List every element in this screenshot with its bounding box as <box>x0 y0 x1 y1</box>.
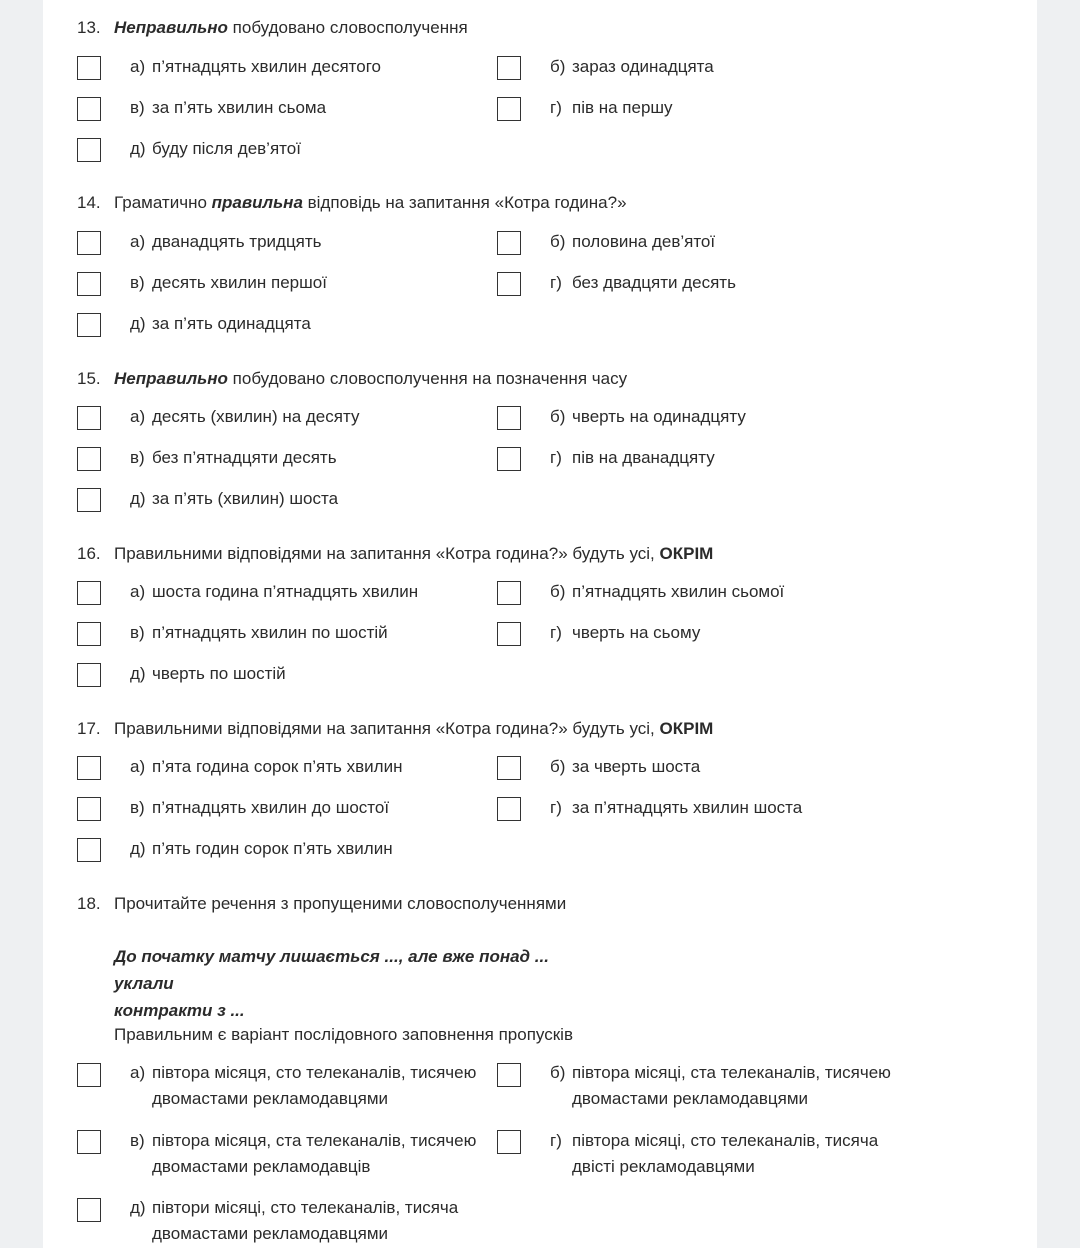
option-13e: д) буду після дев’ятої <box>130 139 301 158</box>
checkbox-16a[interactable] <box>77 581 101 605</box>
option-15d: г) пів на дванадцяту <box>550 448 715 467</box>
option-14e: д) за п’ять одинадцята <box>130 314 311 333</box>
option-16a: а) шоста година п’ятнадцять хвилин <box>130 582 419 601</box>
question-number: 17. <box>77 719 101 738</box>
option-15b: б) чверть на одинадцяту <box>550 407 746 426</box>
option-17d: г) за п’ятнадцять хвилин шоста <box>550 798 803 817</box>
question-16-title: 16. Правильними відповідями на запитання «Котра година?» будуть усі, ОКРІМ <box>77 544 714 563</box>
option-17a: а) п’ята година сорок п’ять хвилин <box>130 757 403 776</box>
question-number: 15. <box>77 369 101 388</box>
checkbox-14e[interactable] <box>77 313 101 337</box>
option-18a: а) півтора місяця, сто телеканалів, тисячею двомастами рекламодавцями <box>130 1063 477 1108</box>
question-number: 16. <box>77 544 101 563</box>
checkbox-17b[interactable] <box>497 756 521 780</box>
question-17-title: 17. Правильними відповідями на запитання «Котра година?» будуть усі, ОКРІМ <box>77 719 714 738</box>
checkbox-17c[interactable] <box>77 797 101 821</box>
option-18d: г) півтора місяці, сто телеканалів, тисяча двісті рекламодавцями <box>550 1131 879 1176</box>
checkbox-16c[interactable] <box>77 622 101 646</box>
checkbox-18a[interactable] <box>77 1063 101 1087</box>
question-18-title: 18. Прочитайте речення з пропущеними словосполученнями <box>77 894 567 913</box>
option-14d: г) без двадцяти десять <box>550 273 736 292</box>
question-number: 18. <box>77 894 101 913</box>
question-13-title: 13. Неправильно побудовано словосполучення <box>77 18 468 37</box>
checkbox-14b[interactable] <box>497 231 521 255</box>
checkbox-16d[interactable] <box>497 622 521 646</box>
option-13c: в) за п’ять хвилин сьома <box>130 98 327 117</box>
checkbox-16e[interactable] <box>77 663 101 687</box>
option-16d: г) чверть на сьому <box>550 623 701 642</box>
question-number: 13. <box>77 18 101 37</box>
checkbox-13a[interactable] <box>77 56 101 80</box>
checkbox-14d[interactable] <box>497 272 521 296</box>
option-14c: в) десять хвилин першої <box>130 273 327 292</box>
question-14-title: 14. Граматично правильна відповідь на запитання «Котра година?» <box>77 193 627 212</box>
question-18-instruction: Правильним є варіант послідовного заповнення пропусків <box>114 1025 573 1044</box>
option-17b: б) за чверть шоста <box>550 757 701 776</box>
option-18c: в) півтора місяця, ста телеканалів, тисячею двомастами рекламодавців <box>130 1131 477 1176</box>
checkbox-17d[interactable] <box>497 797 521 821</box>
option-16b: б) п’ятнадцять хвилин сьомої <box>550 582 785 601</box>
checkbox-15d[interactable] <box>497 447 521 471</box>
option-14b: б) половина дев’ятої <box>550 232 716 251</box>
checkbox-17a[interactable] <box>77 756 101 780</box>
checkbox-18b[interactable] <box>497 1063 521 1087</box>
option-17c: в) п’ятнадцять хвилин до шостої <box>130 798 390 817</box>
checkbox-18d[interactable] <box>497 1130 521 1154</box>
checkbox-15e[interactable] <box>77 488 101 512</box>
checkbox-13b[interactable] <box>497 56 521 80</box>
option-15e: д) за п’ять (хвилин) шоста <box>130 489 339 508</box>
option-13a: а) п’ятнадцять хвилин десятого <box>130 57 382 76</box>
checkbox-17e[interactable] <box>77 838 101 862</box>
option-13d: г) пів на першу <box>550 98 673 117</box>
checkbox-15b[interactable] <box>497 406 521 430</box>
option-15a: а) десять (хвилин) на десяту <box>130 407 360 426</box>
checkbox-16b[interactable] <box>497 581 521 605</box>
checkbox-13d[interactable] <box>497 97 521 121</box>
option-17e: д) п’ять годин сорок п’ять хвилин <box>130 839 393 858</box>
option-16c: в) п’ятнадцять хвилин по шостій <box>130 623 388 642</box>
option-14a: а) дванадцять тридцять <box>130 232 322 251</box>
checkbox-14a[interactable] <box>77 231 101 255</box>
option-15c: в) без п’ятнадцяти десять <box>130 448 337 467</box>
checkbox-15a[interactable] <box>77 406 101 430</box>
checkbox-15c[interactable] <box>77 447 101 471</box>
option-18e: д) півтори місяці, сто телеканалів, тисяча двомастами рекламодавцями <box>130 1198 459 1243</box>
sentence-with-gaps: До початку матчу лишається ..., але вже понад ... уклали контракти з ... <box>114 947 549 1020</box>
checkbox-18e[interactable] <box>77 1198 101 1222</box>
question-15-title: 15. Неправильно побудовано словосполучення на позначення часу <box>77 369 628 388</box>
option-16e: д) чверть по шостій <box>130 664 286 683</box>
option-13b: б) зараз одинадцята <box>550 57 714 76</box>
checkbox-13c[interactable] <box>77 97 101 121</box>
question-number: 14. <box>77 193 101 212</box>
option-18b: б) півтора місяці, ста телеканалів, тисячею двомастами рекламодавцями <box>550 1063 891 1108</box>
checkbox-13e[interactable] <box>77 138 101 162</box>
checkbox-18c[interactable] <box>77 1130 101 1154</box>
checkbox-14c[interactable] <box>77 272 101 296</box>
